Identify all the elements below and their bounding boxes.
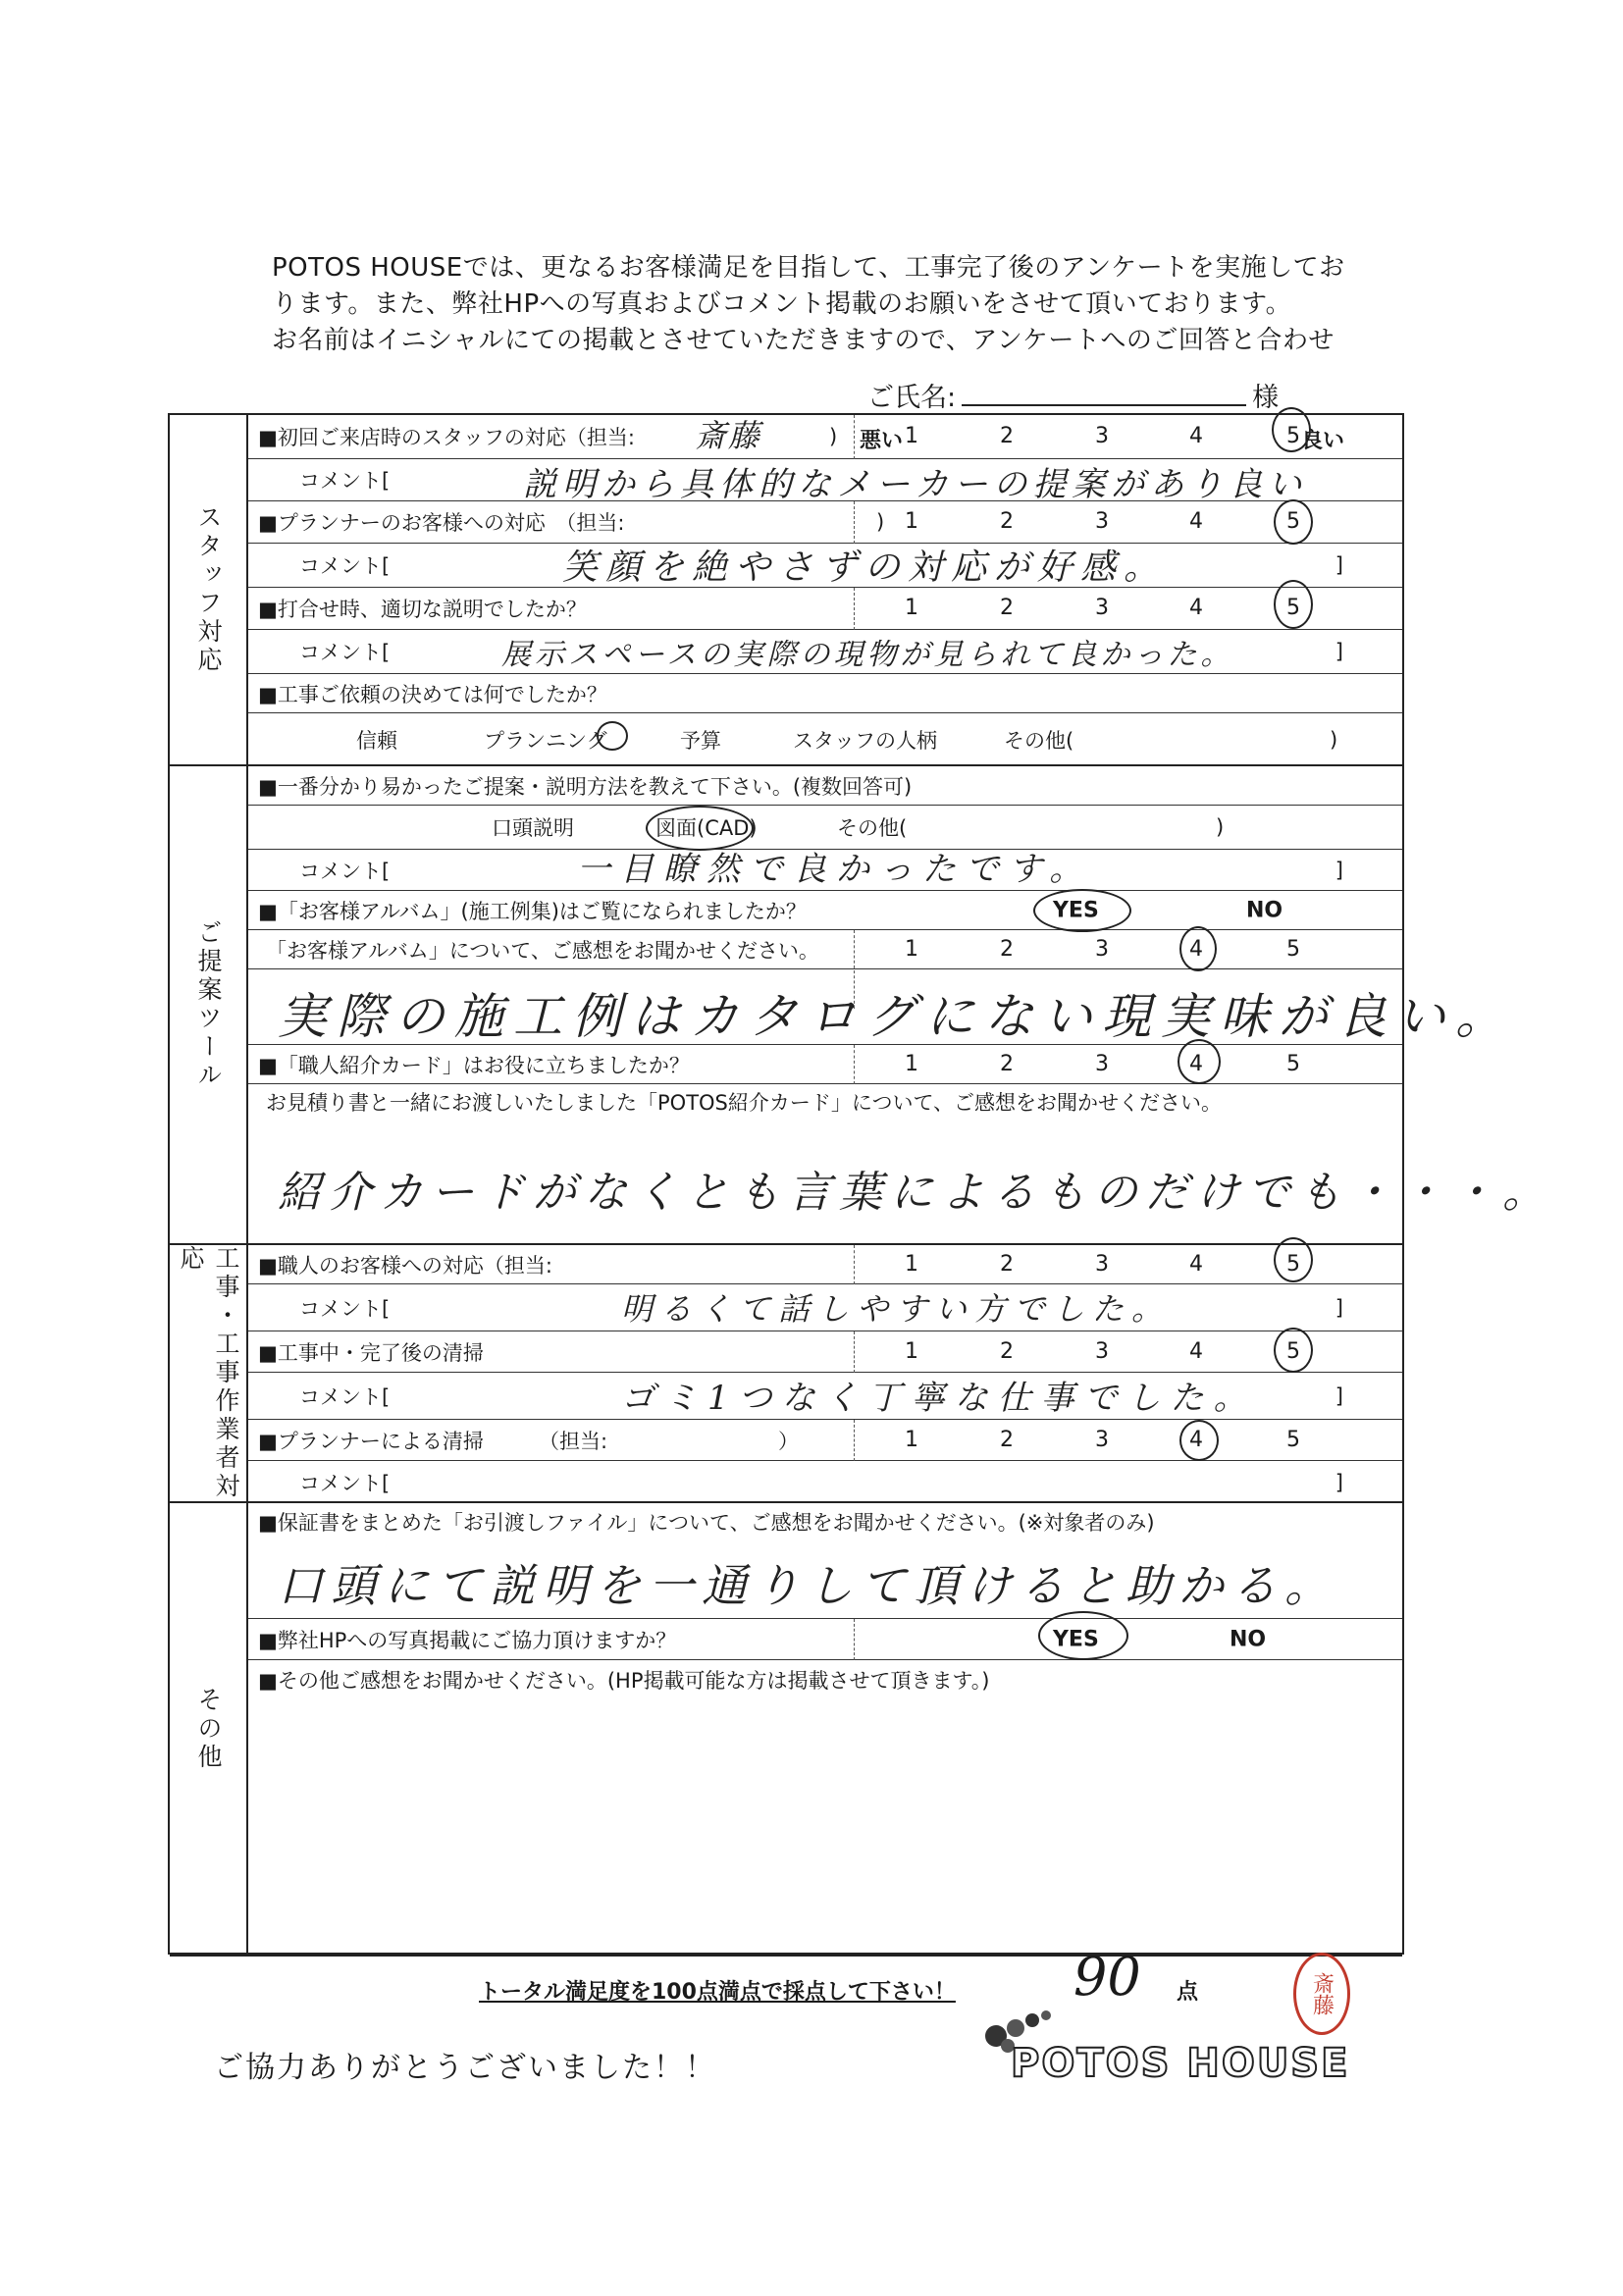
staff-q2-rating-circle bbox=[1274, 499, 1313, 545]
customer-name-suffix: 様 bbox=[1252, 383, 1280, 413]
divider bbox=[854, 415, 855, 459]
staff-q3-text: ■打合せ時、適切な説明でしたか？ bbox=[258, 598, 587, 621]
tools-q4-scale bbox=[905, 1052, 1435, 1077]
staff-q1-staff-answer: 斎藤 bbox=[695, 417, 762, 454]
staff-q2-row bbox=[248, 501, 1402, 544]
works-q1-row bbox=[248, 1245, 1402, 1284]
option-planning[interactable]: プランニング bbox=[484, 729, 607, 753]
thanks-message: ご協力ありがとうございました！！ bbox=[214, 2051, 716, 2085]
tools-q5-answer: 紹介カードがなくとも言葉によるものだけでも・・・。 bbox=[278, 1168, 1553, 1218]
other-q3-answer-row bbox=[248, 1699, 1402, 1957]
other-q1-answer: 口頭にて説明を一通りして頂けると助かる。 bbox=[278, 1559, 1337, 1612]
scale-3[interactable]: 3 bbox=[1095, 936, 1109, 962]
intro-line-3: お名前はイニシャルにての掲載とさせていただきますので、アンケートへのご回答と合わせ bbox=[272, 326, 1335, 355]
option-other-close: ) bbox=[1216, 815, 1225, 839]
option-other[interactable]: その他( bbox=[1004, 729, 1074, 753]
survey-form bbox=[168, 413, 1553, 1955]
option-budget[interactable]: 予算 bbox=[680, 729, 721, 753]
staff-q1-row bbox=[248, 415, 1402, 459]
staff-q4-text: ■工事ご依頼の決めては何でしたか？ bbox=[258, 682, 607, 706]
staff-q4-row bbox=[248, 674, 1402, 713]
divider bbox=[854, 588, 855, 630]
scale-1[interactable]: 1 bbox=[905, 1427, 918, 1452]
other-q1-text: ■保証書をまとめた「お引渡しファイル」について、ご感想をお聞かせください。(※対象者のみ) bbox=[258, 1511, 1155, 1535]
scale-3[interactable]: 3 bbox=[1095, 1251, 1109, 1277]
customer-name-label: ご氏名: bbox=[867, 383, 957, 413]
total-score-label: トータル満足度を100点満点で採点して下さい！ bbox=[479, 1980, 956, 2005]
comment-label: コメント[ bbox=[299, 554, 391, 578]
scale-5[interactable]: 5 bbox=[1286, 1051, 1300, 1076]
scale-5[interactable]: 5 bbox=[1286, 424, 1300, 448]
total-score-value: 90 bbox=[1073, 1946, 1141, 2008]
scale-4[interactable]: 4 bbox=[1189, 509, 1203, 534]
staff-q4-selected-mark bbox=[597, 721, 628, 751]
other-q1-answer-row bbox=[248, 1540, 1402, 1619]
option-staff-personality[interactable]: スタッフの人柄 bbox=[793, 729, 937, 753]
scale-1[interactable]: 1 bbox=[905, 1051, 918, 1076]
works-q1-scale bbox=[905, 1252, 1435, 1278]
scale-2[interactable]: 2 bbox=[1000, 596, 1014, 620]
works-q1-comment-row bbox=[248, 1284, 1402, 1331]
seal-stamp-text: 斎藤 bbox=[1309, 1972, 1335, 2015]
works-q2-text: ■工事中・完了後の清掃 bbox=[258, 1340, 484, 1365]
staff-q1-text: ■初回ご来店時のスタッフの対応（担当: bbox=[258, 426, 635, 449]
tools-q4-rating-circle bbox=[1178, 1039, 1221, 1084]
tools-q1-row bbox=[248, 766, 1402, 806]
customer-name-line bbox=[867, 376, 1279, 414]
scale-3[interactable]: 3 bbox=[1095, 509, 1109, 534]
scale-2[interactable]: 2 bbox=[1000, 509, 1014, 534]
comment-label: コメント[ bbox=[299, 1471, 391, 1495]
other-q2-text: ■弊社HPへの写真掲載にご協力頂けますか？ bbox=[258, 1628, 677, 1652]
scale-4[interactable]: 4 bbox=[1189, 1427, 1203, 1452]
scale-1[interactable]: 1 bbox=[905, 596, 918, 620]
intro-line-2: ります。また、弊社HPへの写真およびコメント掲載のお願いをさせて頂いております。 bbox=[272, 289, 1292, 319]
works-q3-close: ） bbox=[778, 1429, 799, 1453]
scale-2[interactable]: 2 bbox=[1000, 424, 1014, 448]
divider bbox=[854, 1331, 855, 1373]
works-q2-comment-row bbox=[248, 1373, 1402, 1420]
scale-2[interactable]: 2 bbox=[1000, 1338, 1014, 1364]
staff-q1-scale bbox=[860, 424, 1435, 453]
scale-1[interactable]: 1 bbox=[905, 1251, 918, 1277]
section-works-label: 工事・工事作業者対応 bbox=[170, 1245, 248, 1501]
staff-q1-rating-circle bbox=[1272, 407, 1311, 452]
divider bbox=[854, 501, 855, 544]
tools-q5-text: お見積り書と一緒にお渡しいたしました「POTOS紹介カード」について、ご感想をお聞かせください。 bbox=[266, 1091, 1223, 1115]
tools-q1-text: ■一番分かり易かったご提案・説明方法を教えて下さい。(複数回答可) bbox=[258, 774, 913, 799]
works-q3-rating-circle bbox=[1179, 1420, 1219, 1461]
scale-5[interactable]: 5 bbox=[1286, 596, 1300, 620]
scale-4[interactable]: 4 bbox=[1189, 1051, 1203, 1076]
staff-q3-comment: 展示スペースの実際の現物が見られて良かった。 bbox=[501, 638, 1234, 672]
section-works bbox=[170, 1245, 1402, 1503]
scale-good-label: 良い bbox=[1301, 429, 1345, 453]
tools-q2-yes-circle bbox=[1033, 889, 1131, 932]
tools-q3-rating-circle bbox=[1179, 926, 1217, 971]
scale-5[interactable]: 5 bbox=[1286, 1427, 1300, 1452]
tools-q5-answer-row bbox=[248, 1120, 1553, 1245]
staff-q2-scale bbox=[905, 509, 1435, 535]
scale-5[interactable]: 5 bbox=[1286, 1251, 1300, 1277]
scale-3[interactable]: 3 bbox=[1095, 1427, 1109, 1452]
tools-q3-text: 「お客様アルバム」について、ご感想をお聞かせください。 bbox=[266, 938, 819, 963]
scale-2[interactable]: 2 bbox=[1000, 1251, 1014, 1277]
scale-2[interactable]: 2 bbox=[1000, 1427, 1014, 1452]
tools-q2-yes[interactable]: YES bbox=[1053, 898, 1099, 922]
section-tools-label: ご提案ツール bbox=[170, 766, 248, 1243]
comment-bracket: ] bbox=[1335, 640, 1343, 663]
tools-q1-comment-row bbox=[248, 850, 1402, 891]
staff-q3-rating-circle bbox=[1274, 580, 1313, 629]
tools-q2-text: ■「お客様アルバム」(施工例集)はご覧になられましたか？ bbox=[258, 899, 807, 923]
comment-bracket: ] bbox=[1335, 1295, 1343, 1320]
scale-3[interactable]: 3 bbox=[1095, 1051, 1109, 1076]
scale-5[interactable]: 5 bbox=[1286, 509, 1300, 534]
works-q1-comment: 明るくて話しやすい方でした。 bbox=[621, 1290, 1172, 1328]
other-q2-no[interactable]: NO bbox=[1230, 1627, 1267, 1651]
tools-q3-answer-row bbox=[248, 969, 1514, 1045]
section-other-label: その他 bbox=[170, 1503, 248, 1955]
comment-bracket: ] bbox=[1335, 1383, 1343, 1408]
works-q3-staff-label: （担当: bbox=[539, 1429, 608, 1453]
other-q3-row bbox=[248, 1660, 1402, 1699]
scale-1[interactable]: 1 bbox=[905, 424, 918, 448]
staff-q2-text: ■プランナーのお客様への対応 （担当: bbox=[258, 511, 625, 535]
comment-bracket: ] bbox=[1335, 858, 1343, 882]
divider bbox=[854, 1619, 855, 1660]
option-other[interactable]: その他( bbox=[837, 816, 908, 840]
works-q2-row bbox=[248, 1331, 1402, 1373]
comment-bracket: ] bbox=[1335, 553, 1343, 577]
tools-q5-row bbox=[248, 1084, 1402, 1120]
scale-bad-label: 悪い bbox=[860, 429, 904, 453]
scale-4[interactable]: 4 bbox=[1189, 424, 1203, 448]
staff-q2-close: ) bbox=[876, 510, 885, 534]
comment-label: コメント[ bbox=[299, 641, 391, 664]
comment-label: コメント[ bbox=[299, 469, 391, 493]
scale-1[interactable]: 1 bbox=[905, 936, 918, 962]
comment-label: コメント[ bbox=[299, 859, 391, 883]
option-trust[interactable]: 信頼 bbox=[356, 729, 397, 753]
staff-q3-row bbox=[248, 588, 1402, 630]
section-tools bbox=[170, 766, 1553, 1245]
total-score-unit: 点 bbox=[1177, 1980, 1199, 2005]
tools-q3-row bbox=[248, 930, 1402, 969]
works-q3-text: ■プランナーによる清掃 bbox=[258, 1429, 484, 1453]
customer-name-field[interactable] bbox=[962, 381, 1246, 406]
other-q3-text: ■その他ご感想をお聞かせください。(HP掲載可能な方は掲載させて頂きます。) bbox=[258, 1669, 990, 1693]
works-q3-scale bbox=[905, 1428, 1435, 1453]
section-staff bbox=[170, 415, 1402, 766]
tools-q3-scale bbox=[905, 937, 1435, 963]
intro-line-1: POTOS HOUSEでは、更なるお客様満足を目指して、工事完了後のアンケートを実施してお bbox=[272, 253, 1345, 283]
works-q3-row bbox=[248, 1420, 1402, 1461]
divider bbox=[854, 1420, 855, 1461]
scale-2[interactable]: 2 bbox=[1000, 1051, 1014, 1076]
staff-q4-options-row bbox=[248, 713, 1402, 766]
scale-1[interactable]: 1 bbox=[905, 1338, 918, 1364]
option-other-close: ) bbox=[1330, 728, 1338, 752]
tools-q2-row bbox=[248, 891, 1402, 930]
section-other bbox=[170, 1503, 1402, 1957]
intro-text bbox=[272, 250, 1410, 359]
seal-stamp bbox=[1293, 1953, 1350, 2035]
tools-q4-row bbox=[248, 1045, 1402, 1084]
company-logo: POTOS HOUSE bbox=[1011, 2041, 1350, 2086]
section-staff-label: スタッフ対応 bbox=[170, 415, 248, 764]
staff-q2-comment: 笑顔を絶やさずの対応が好感。 bbox=[562, 548, 1168, 588]
scale-4[interactable]: 4 bbox=[1189, 1338, 1203, 1364]
option-verbal[interactable]: 口頭説明 bbox=[492, 816, 574, 840]
scale-5[interactable]: 5 bbox=[1286, 936, 1300, 962]
works-q1-text: ■職人のお客様への対応（担当: bbox=[258, 1253, 552, 1278]
scale-4[interactable]: 4 bbox=[1189, 1251, 1203, 1277]
divider bbox=[854, 930, 855, 1009]
other-q1-row bbox=[248, 1503, 1402, 1540]
divider bbox=[854, 1245, 855, 1284]
works-q1-rating-circle bbox=[1274, 1237, 1313, 1282]
scale-3[interactable]: 3 bbox=[1095, 424, 1109, 448]
tools-q1-comment: 一目瞭然で良かったです。 bbox=[577, 850, 1093, 889]
staff-q1-close: ) bbox=[829, 425, 838, 448]
staff-q1-comment-row bbox=[248, 459, 1402, 504]
divider bbox=[854, 1045, 855, 1084]
scale-5[interactable]: 5 bbox=[1286, 1338, 1300, 1364]
option-cad[interactable]: 図面(CAD) bbox=[655, 816, 758, 840]
staff-q1-comment: 説明から具体的なメーカーの提案があり良い bbox=[523, 465, 1308, 504]
comment-bracket: ] bbox=[1335, 1470, 1343, 1494]
works-q3-comment-row bbox=[248, 1461, 1402, 1503]
tools-q2-no[interactable]: NO bbox=[1246, 898, 1283, 922]
other-q2-yes-circle bbox=[1038, 1611, 1128, 1660]
tools-q4-text: ■「職人紹介カード」はお役に立ちましたか？ bbox=[258, 1053, 690, 1077]
works-q2-scale bbox=[905, 1339, 1435, 1365]
tools-q3-answer: 実際の施工例はカタログにない現実味が良い。 bbox=[278, 988, 1514, 1045]
other-q2-row bbox=[248, 1619, 1402, 1660]
staff-q3-scale bbox=[905, 596, 1435, 621]
works-q2-rating-circle bbox=[1274, 1328, 1313, 1373]
scale-3[interactable]: 3 bbox=[1095, 1338, 1109, 1364]
works-q2-comment: ゴミ1つなく丁寧な仕事でした。 bbox=[621, 1379, 1257, 1418]
scale-4[interactable]: 4 bbox=[1189, 596, 1203, 620]
scale-1[interactable]: 1 bbox=[905, 509, 918, 534]
scale-4[interactable]: 4 bbox=[1189, 936, 1203, 962]
scale-3[interactable]: 3 bbox=[1095, 596, 1109, 620]
comment-label: コメント[ bbox=[299, 1296, 391, 1321]
comment-label: コメント[ bbox=[299, 1384, 391, 1409]
other-q2-yes[interactable]: YES bbox=[1053, 1627, 1099, 1651]
scale-2[interactable]: 2 bbox=[1000, 936, 1014, 962]
staff-q2-comment-row bbox=[248, 544, 1402, 588]
staff-q3-comment-row bbox=[248, 630, 1402, 674]
